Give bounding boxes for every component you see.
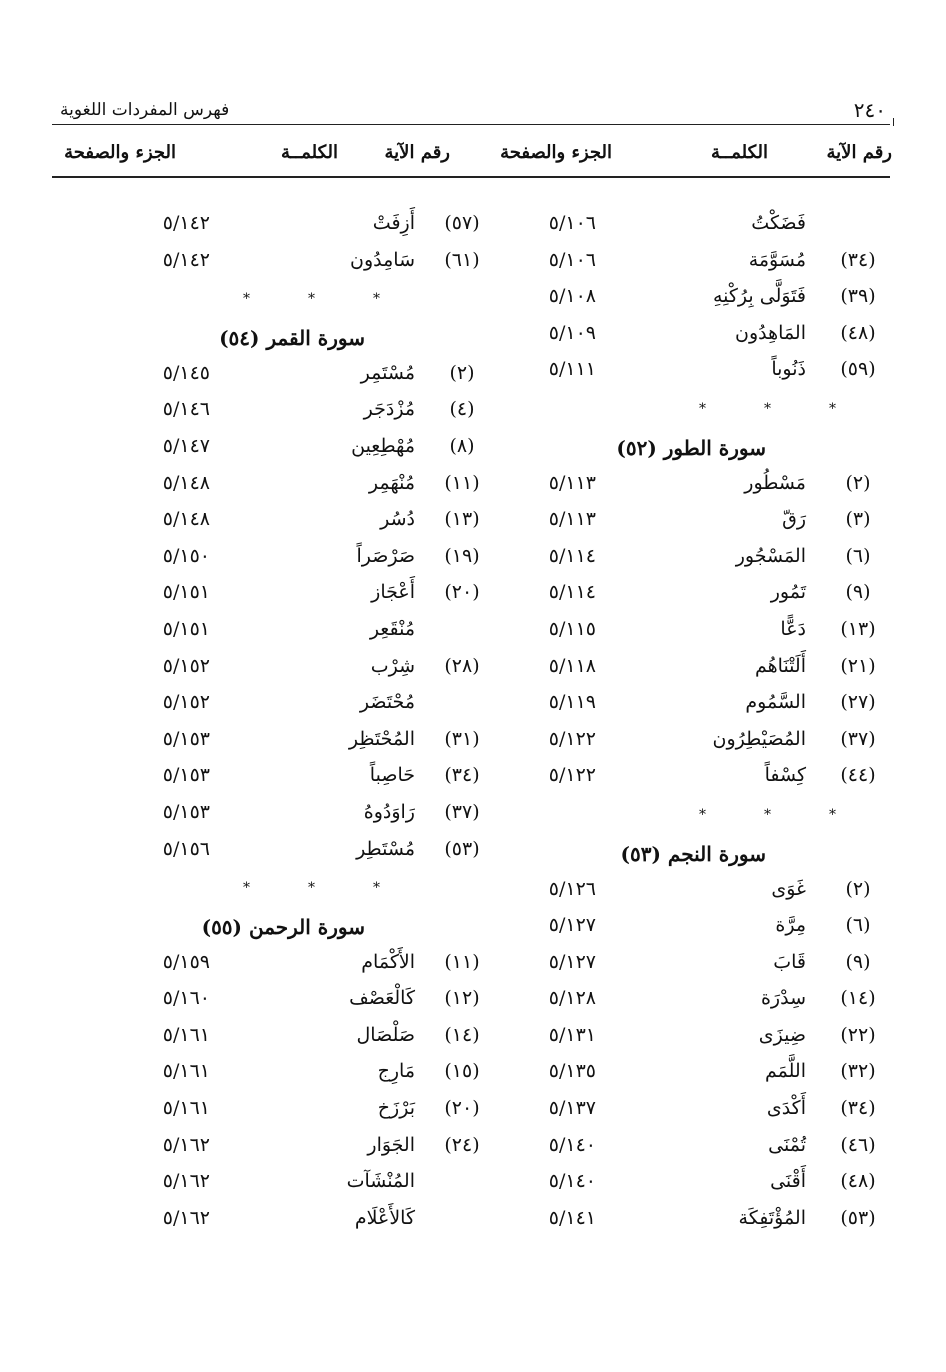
volume-page: ٥/١٠٩ <box>548 321 596 344</box>
word: سِدْرَة <box>760 987 806 1010</box>
ayah-number: (٣) <box>845 508 871 531</box>
ayah-number: (٢٠) <box>444 1097 480 1120</box>
index-entry <box>466 504 886 541</box>
index-entry <box>466 1020 886 1057</box>
index-entry <box>466 1203 886 1240</box>
index-entry <box>466 760 886 797</box>
index-entry <box>70 1093 490 1130</box>
ayah-number: (٢٤) <box>444 1133 480 1156</box>
volume-page: ٥/١٠٦ <box>548 212 596 234</box>
left-column <box>70 208 490 1239</box>
volume-page: ٥/١٤١ <box>548 1206 596 1229</box>
ayah-number: (٥٧) <box>444 212 480 234</box>
ayah-number: (٢٠) <box>444 581 480 604</box>
ayah-number: (١٥) <box>444 1060 480 1083</box>
word: مُحْتَضَر <box>359 691 415 714</box>
index-entry <box>70 468 490 505</box>
index-entry <box>70 797 490 834</box>
ayah-number: (٩) <box>845 950 871 973</box>
word: رَقّ <box>782 508 806 531</box>
word: مُهْطِعِين <box>351 434 415 457</box>
word: المَسْجُور <box>735 544 806 567</box>
word: قَابَ <box>773 950 806 973</box>
word: ذَنُوباً <box>771 358 806 381</box>
star: * <box>308 880 315 897</box>
volume-page: ٥/١١٩ <box>548 691 596 714</box>
ayah-number: (٣٩) <box>840 285 876 308</box>
star: * <box>308 291 315 308</box>
volume-page: ٥/١٥٣ <box>162 800 210 823</box>
word: أَلَتْنَاهُم <box>755 654 806 677</box>
left-column-header <box>56 142 476 172</box>
word: أَكْدَى <box>766 1097 806 1120</box>
ayah-number: (٦) <box>845 914 871 937</box>
volume-page: ٥/١٥١ <box>162 617 210 640</box>
volume-page: ٥/١٤٦ <box>162 398 210 421</box>
index-entry <box>70 687 490 724</box>
ayah-number: (٨) <box>449 434 475 457</box>
volume-page: ٥/١٢٧ <box>548 914 596 937</box>
index-entry <box>466 1130 886 1167</box>
word: الأَكْمَام <box>361 950 415 973</box>
word: صَرْصَراً <box>356 544 415 567</box>
volume-page: ٥/١١٤ <box>548 581 596 604</box>
volume-page: ٥/١٥٠ <box>162 544 210 567</box>
volume-page: ٥/١٦٢ <box>162 1206 210 1229</box>
separator-stars <box>466 797 886 834</box>
index-entry <box>70 1203 490 1240</box>
volume-page: ٥/١٤٧ <box>162 434 210 457</box>
word: مُزْدَجَر <box>363 398 415 421</box>
word: المُنْشَآت <box>346 1170 415 1193</box>
index-entry <box>70 1020 490 1057</box>
header-word: الكلمــة <box>281 142 338 163</box>
volume-page: ٥/١٣١ <box>548 1023 596 1046</box>
volume-page: ٥/١١٣ <box>548 471 596 494</box>
ayah-number: (٣٤) <box>840 1097 876 1120</box>
star: * <box>829 400 836 417</box>
ayah-number: (٦) <box>845 544 871 567</box>
header-ayah: رقم الآية <box>384 142 450 163</box>
word: دَعًّا <box>780 617 806 640</box>
word: رَاوَدُوهُ <box>363 800 415 823</box>
volume-page: ٥/١٦٢ <box>162 1133 210 1156</box>
star: * <box>699 806 706 823</box>
ayah-number: (٦١) <box>444 248 480 271</box>
volume-page: ٥/١٢٧ <box>548 950 596 973</box>
ayah-number: (٢٨) <box>444 654 480 677</box>
index-entry <box>70 431 490 468</box>
index-entry <box>70 1056 490 1093</box>
volume-page: ٥/١٦١ <box>162 1097 210 1120</box>
volume-page: ٥/١٤٥ <box>162 361 210 384</box>
right-column-header <box>466 142 892 172</box>
index-entry <box>466 651 886 688</box>
word: كَالْعَصْف <box>349 987 415 1010</box>
word: ضِيزَى <box>758 1023 806 1046</box>
ayah-number: (٥٣) <box>444 837 480 860</box>
volume-page: ٥/١٢٢ <box>548 764 596 787</box>
volume-page: ٥/١٣٧ <box>548 1097 596 1120</box>
volume-page: ٥/١٦١ <box>162 1060 210 1083</box>
volume-page: ٥/١٢٨ <box>548 987 596 1010</box>
ayah-number: (٥٣) <box>840 1206 876 1229</box>
word: المَاهِدُون <box>735 321 806 344</box>
ayah-number: (٩) <box>845 581 871 604</box>
header-page: الجزء والصفحة <box>64 142 176 163</box>
ayah-number: (١٢) <box>444 987 480 1010</box>
ayah-number: (١١) <box>444 471 480 494</box>
word: مُسْتَطِر <box>356 837 415 860</box>
index-entry <box>70 394 490 431</box>
word: كِسْفاً <box>764 764 806 787</box>
volume-page: ٥/١١٤ <box>548 544 596 567</box>
volume-page: ٥/١٦٠ <box>162 987 210 1010</box>
page-number: ٢٤٠ <box>853 98 886 122</box>
word: مَارِج <box>377 1060 415 1083</box>
ayah-number: (٣٧) <box>840 727 876 750</box>
index-entry <box>466 947 886 984</box>
word: مَسْطُور <box>744 471 806 494</box>
word: المُؤْتَفِكَة <box>738 1206 806 1229</box>
ayah-number: (١١) <box>444 950 480 973</box>
word: الجَوَار <box>367 1133 415 1156</box>
ayah-number: (٢٢) <box>840 1023 876 1046</box>
word: غَوَى <box>771 877 806 900</box>
word: فَضَكْتُ <box>751 212 806 234</box>
index-entry <box>70 541 490 578</box>
word: السَّمُوم <box>745 691 806 714</box>
word: المُصَيْطِرُون <box>712 727 806 750</box>
word: سَامِدُون <box>350 248 415 271</box>
ayah-number: (٢) <box>845 877 871 900</box>
word: بَرْزَخ <box>377 1097 415 1120</box>
word: اللَّمَم <box>765 1060 806 1083</box>
index-entry <box>466 541 886 578</box>
index-entry <box>70 1166 490 1203</box>
volume-page: ٥/١٥٩ <box>162 950 210 973</box>
index-entry <box>466 318 886 355</box>
index-entry <box>466 1056 886 1093</box>
word: تَمُور <box>770 581 806 604</box>
volume-page: ٥/١٦٢ <box>162 1170 210 1193</box>
ayah-number: (٣٤) <box>840 248 876 271</box>
ayah-number: (٤) <box>449 398 475 421</box>
star: * <box>699 400 706 417</box>
star: * <box>373 880 380 897</box>
word: فَتَوَلَّى بِرُكْنِهِ <box>712 285 806 308</box>
volume-page: ٥/١٤٢ <box>162 212 210 234</box>
index-entry <box>70 577 490 614</box>
star: * <box>764 806 771 823</box>
ayah-number: (٤٨) <box>840 321 876 344</box>
index-entry <box>70 760 490 797</box>
ayah-number: (٤٦) <box>840 1133 876 1156</box>
ayah-number: (٢) <box>845 471 871 494</box>
index-entry <box>70 358 490 395</box>
volume-page: ٥/١١٣ <box>548 508 596 531</box>
index-entry <box>70 1130 490 1167</box>
separator-stars <box>70 281 490 318</box>
surah-title: سورة الطور (٥٢) <box>616 435 766 460</box>
index-entry <box>70 947 490 984</box>
word: مُسْتَمِر <box>360 361 415 384</box>
index-entry <box>70 724 490 761</box>
volume-page: ٥/١٤٠ <box>548 1133 596 1156</box>
header-rule <box>52 176 890 178</box>
word: مِرَّة <box>775 914 806 937</box>
surah-title: سورة النجم (٥٣) <box>620 841 766 866</box>
header-ayah: رقم الآية <box>826 142 892 163</box>
index-entry <box>466 614 886 651</box>
index-entry <box>466 1166 886 1203</box>
ayah-number: (٢١) <box>840 654 876 677</box>
star: * <box>764 400 771 417</box>
word: شِرْب <box>370 654 415 677</box>
ayah-number: (١٩) <box>444 544 480 567</box>
volume-page: ٥/١١٨ <box>548 654 596 677</box>
word: كَالأَعْلَام <box>354 1206 415 1229</box>
ayah-number: (١٣) <box>444 508 480 531</box>
volume-page: ٥/١٠٨ <box>548 285 596 308</box>
word: المُحْتَظِر <box>348 727 415 750</box>
volume-page: ٥/١٥٣ <box>162 727 210 750</box>
index-entry <box>70 208 490 245</box>
word: تُمْنَى <box>768 1133 806 1156</box>
ayah-number: (٢) <box>449 361 475 384</box>
index-entry <box>466 468 886 505</box>
volume-page: ٥/١٥٢ <box>162 654 210 677</box>
star: * <box>243 880 250 897</box>
index-entry <box>70 614 490 651</box>
volume-page: ٥/١١٥ <box>548 617 596 640</box>
volume-page: ٥/١٣٥ <box>548 1060 596 1083</box>
surah-title: سورة الرحمن (٥٥) <box>201 914 365 939</box>
index-entry <box>70 983 490 1020</box>
ayah-number: (٣٤) <box>444 764 480 787</box>
index-entry <box>466 874 886 911</box>
volume-page: ٥/١٢٢ <box>548 727 596 750</box>
ayah-number: (١٣) <box>840 617 876 640</box>
running-head-tick <box>893 118 894 126</box>
separator-stars <box>70 870 490 907</box>
separator-stars <box>466 391 886 428</box>
volume-page: ٥/١٥٣ <box>162 764 210 787</box>
volume-page: ٥/١٥١ <box>162 581 210 604</box>
volume-page: ٥/١٦١ <box>162 1023 210 1046</box>
word: أَقْنَى <box>770 1170 806 1193</box>
ayah-number: (١٤) <box>840 987 876 1010</box>
running-head-rule <box>52 124 890 125</box>
volume-page: ٥/١٢٦ <box>548 877 596 900</box>
index-entry <box>466 1093 886 1130</box>
index-entry <box>466 208 886 245</box>
volume-page: ٥/١٠٦ <box>548 248 596 271</box>
index-entry <box>466 910 886 947</box>
volume-page: ٥/١٤٢ <box>162 248 210 271</box>
index-entry <box>466 577 886 614</box>
volume-page: ٥/١٥٦ <box>162 837 210 860</box>
volume-page: ٥/١٤٨ <box>162 471 210 494</box>
index-entry <box>466 983 886 1020</box>
word: مُنْهَمِر <box>368 471 415 494</box>
surah-title: سورة القمر (٥٤) <box>219 325 365 350</box>
index-entry <box>70 245 490 282</box>
ayah-number: (١٤) <box>444 1023 480 1046</box>
index-entry <box>70 651 490 688</box>
index-entry <box>466 354 886 391</box>
book-title: فهرس المفردات اللغوية <box>60 100 230 120</box>
word: أَزِفَتْ <box>372 212 415 234</box>
index-entry <box>466 245 886 282</box>
word: صَلْصَال <box>356 1023 415 1046</box>
right-column <box>466 208 886 1239</box>
word: مُسَوَّمَة <box>748 248 806 271</box>
ayah-number: (٣١) <box>444 727 480 750</box>
word: دُسُر <box>380 508 415 531</box>
ayah-number: (٢٧) <box>840 691 876 714</box>
ayah-number: (٥٩) <box>840 358 876 381</box>
index-entry <box>466 281 886 318</box>
ayah-number: (٤٨) <box>840 1170 876 1193</box>
word: حَاصِباً <box>369 764 415 787</box>
header-word: الكلمــة <box>711 142 768 163</box>
index-entry <box>70 834 490 871</box>
star: * <box>243 291 250 308</box>
volume-page: ٥/١٥٢ <box>162 691 210 714</box>
word: أَعْجَاز <box>371 581 415 604</box>
star: * <box>373 291 380 308</box>
ayah-number: (٣٧) <box>444 800 480 823</box>
volume-page: ٥/١٤٠ <box>548 1170 596 1193</box>
ayah-number: (٣٢) <box>840 1060 876 1083</box>
index-entry <box>466 687 886 724</box>
ayah-number: (٤٤) <box>840 764 876 787</box>
star: * <box>829 806 836 823</box>
index-entry <box>70 504 490 541</box>
running-head <box>52 96 894 126</box>
word: مُنْقَعِر <box>369 617 415 640</box>
index-entry <box>466 724 886 761</box>
volume-page: ٥/١٤٨ <box>162 508 210 531</box>
header-page: الجزء والصفحة <box>500 142 612 163</box>
volume-page: ٥/١١١ <box>548 358 596 381</box>
